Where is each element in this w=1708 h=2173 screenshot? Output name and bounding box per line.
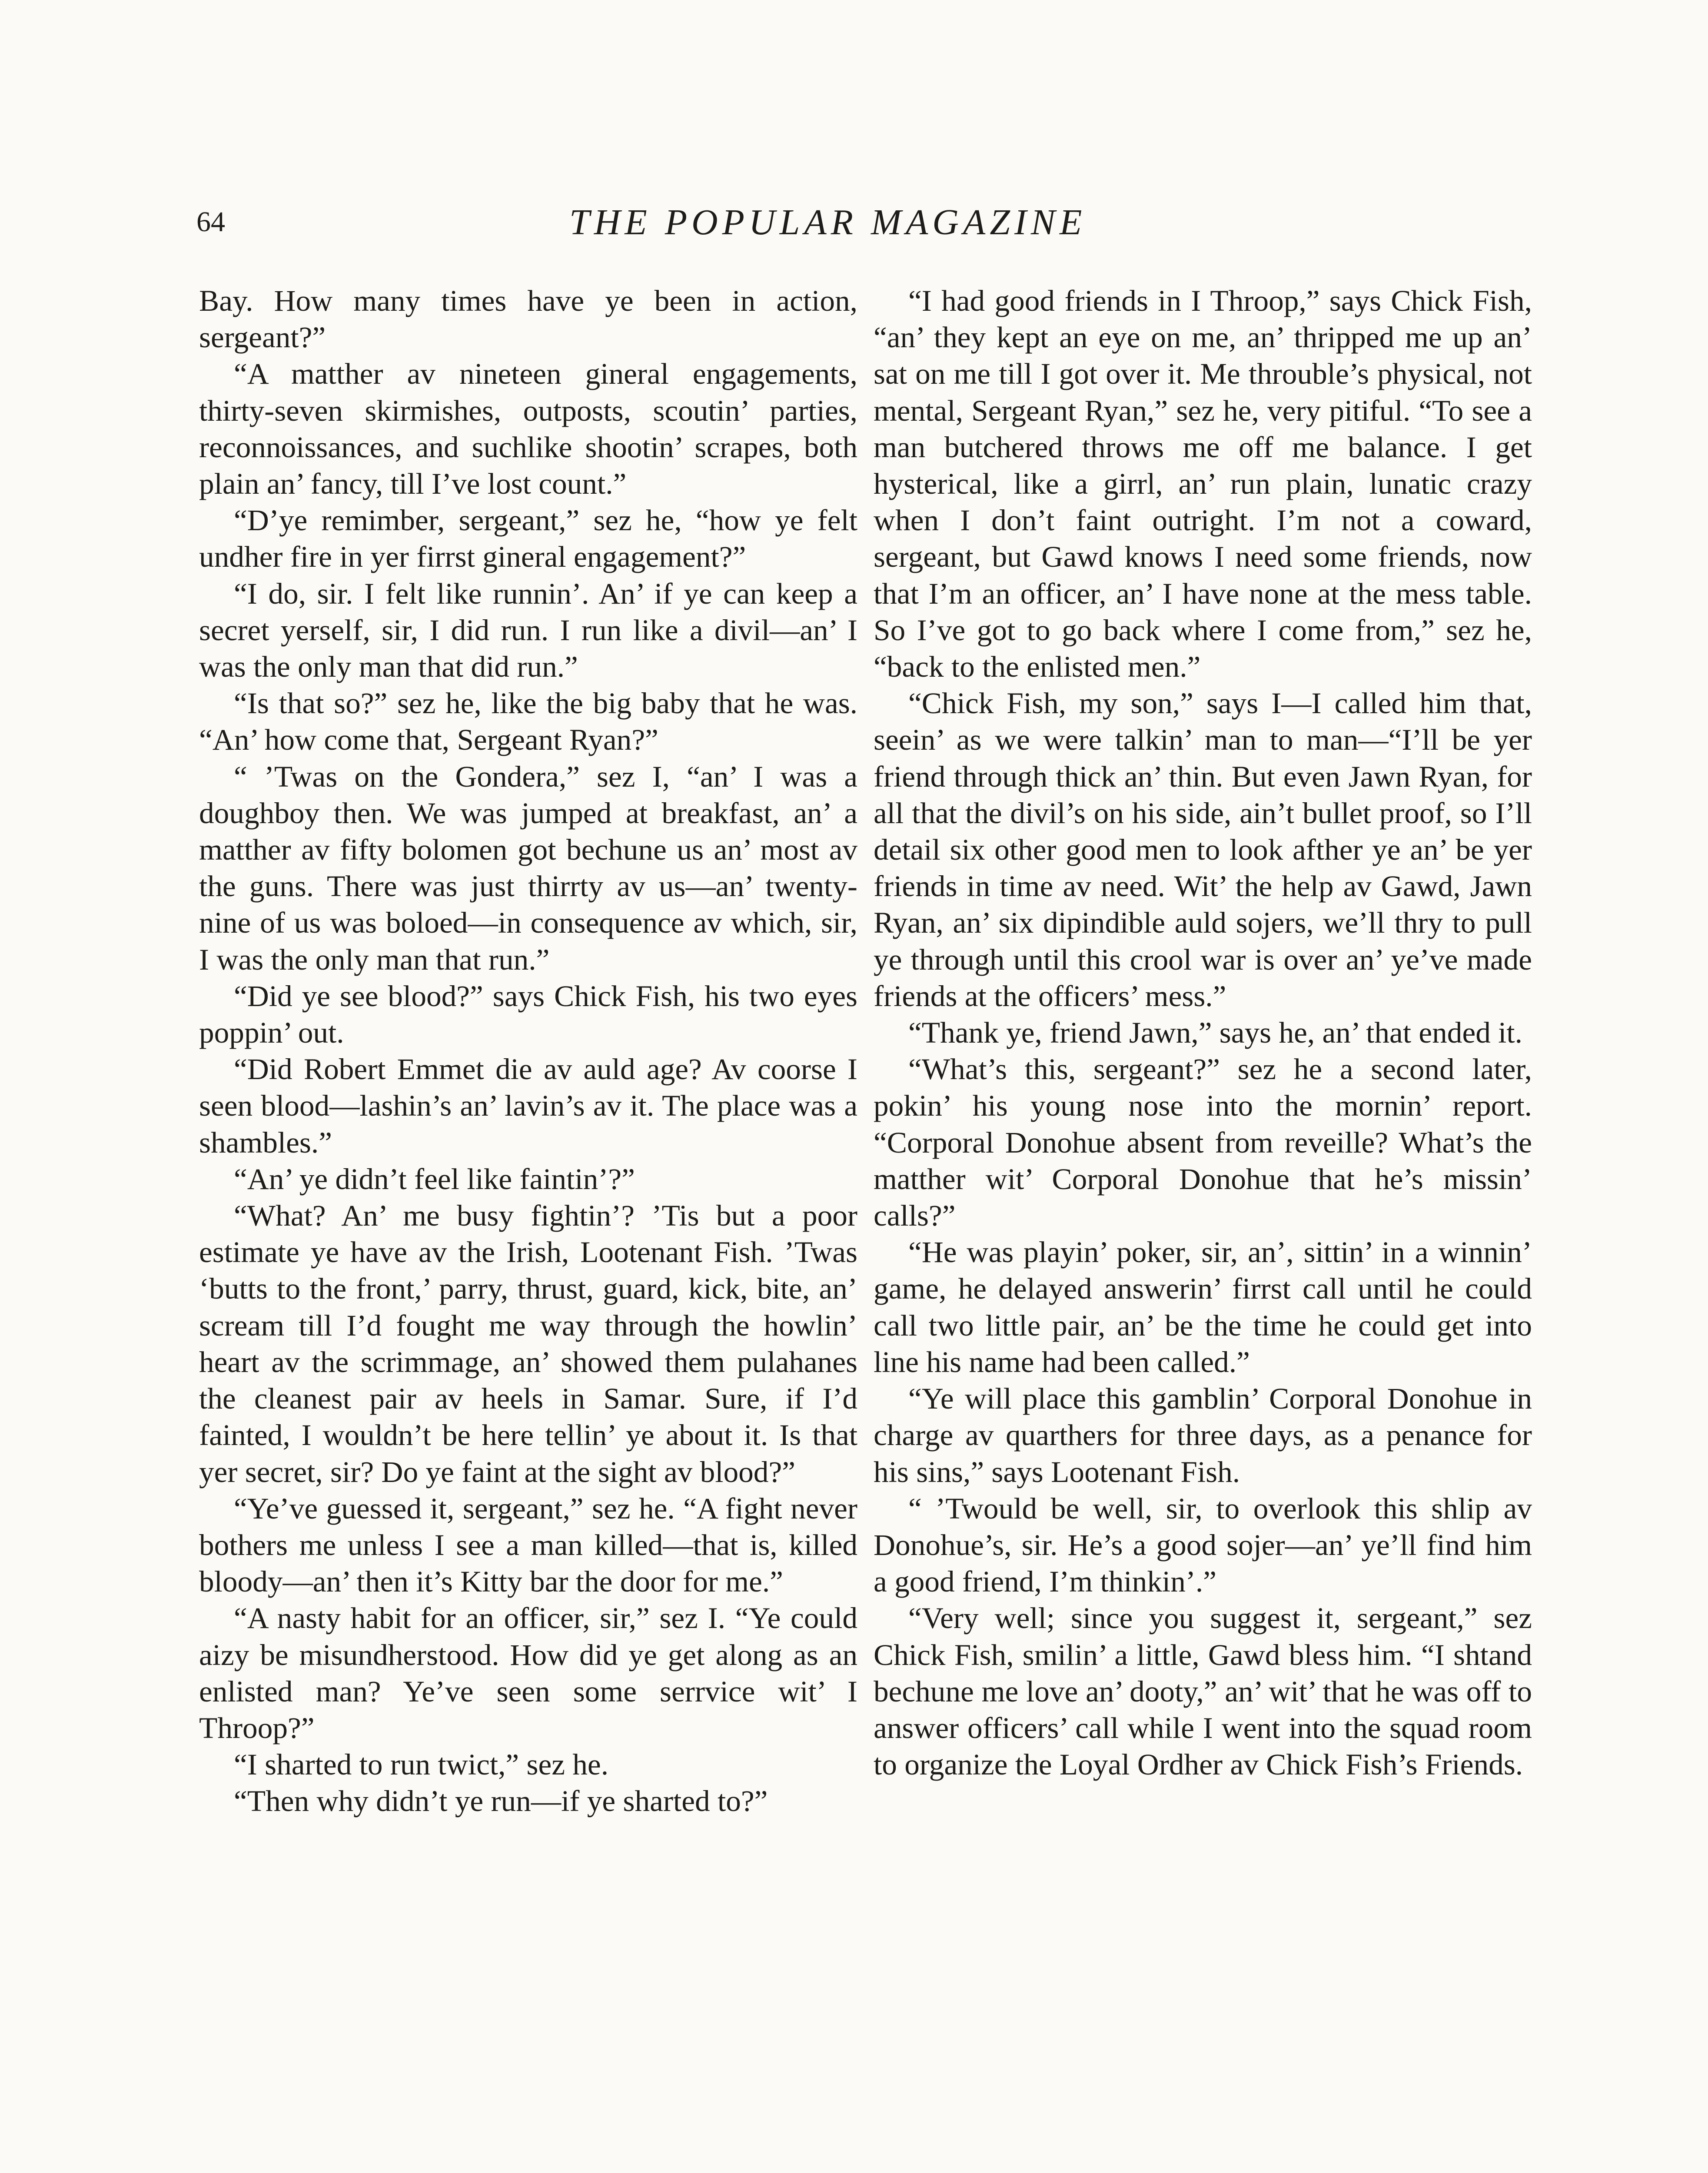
paragraph: “Did ye see blood?” says Chick Fish, his two eyes poppin’ out. [199,979,857,1050]
paragraph: “Then why didn’t ye run—if ye sharted to?” [234,1784,768,1818]
page-number: 64 [196,206,225,238]
paragraph: “An’ ye didn’t feel like faintin’?” [234,1162,635,1196]
paragraph: “ ’Twould be well, sir, to overlook this shlip av Donohue’s, sir. He’s a good sojer—an’ ye’ll find him a good friend, I’m thinkin’.” [874,1491,1532,1598]
paragraph: “Thank ye, friend Jawn,” says he, an’ that ended it. [908,1016,1523,1050]
paragraph: “Chick Fish, my son,” says I—I called him that, seein’ as we were talkin’ man to man—“I’ll be yer friend through thick an’ thin. But even Jawn Ryan, for all that the divil’s on his side, ain’t bullet proof, so I’ll detail six other good men to look afther ye an’ be yer friends in time av need. Wit’ the help av Gawd, Jawn Ryan, an’ six dipindible auld sojers, we’ll thry to pull ye through until this crool war is over an’ ye’ve made friends at the officers’ mess.” [874,686,1532,1013]
paragraph: “Ye’ve guessed it, sergeant,” sez he. “A fight never bothers me unless I see a man killed—that is, killed bloody—an’ then it’s Kitty bar the door for me.” [199,1491,857,1598]
running-head: THE POPULAR MAGAZINE [569,202,1087,243]
paragraph: “What? An’ me busy fightin’? ’Tis but a poor estimate ye have av the Irish, Lootenant Fish. ’Twas ‘butts to the front,’ parry, thrust, guard, kick, bite, an’ scream till I’d fought me way through the howlin’ heart av the scrimmage, an’ showed them pulahanes the cleanest pair av heels in Samar. Sure, if I’d fainted, I wouldn’t be here tellin’ ye about it. Is that yer secret, sir? Do ye faint at the sight av blood?” [199,1199,857,1489]
paragraph: Bay. How many times have ye been in action, sergeant?” [199,284,857,354]
paragraph: “Is that so?” sez he, like the big baby that he was. “An’ how come that, Sergeant Ryan?” [199,686,857,757]
right-column [874,282,1532,1783]
paragraph: “I had good friends in I Throop,” says Chick Fish, “an’ they kept an eye on me, an’ thripped me up an’ sat on me till I got over it. Me throuble’s physical, not mental, Sergeant Ryan,” sez he, very pitiful. “To see a man butchered throws me off me balance. I get hysterical, like a girrl, an’ run plain, lunatic crazy when I don’t faint outright. I’m not a coward, sergeant, but Gawd knows I need some friends, now that I’m an officer, an’ I have none at the mess table. So I’ve got to go back where I come from,” sez he, “back to the enlisted men.” [874,284,1532,684]
paragraph: “He was playin’ poker, sir, an’, sittin’ in a winnin’ game, he delayed answerin’ firrst call until he could call two little pair, an’ be the time he could get into line his name had been called.” [874,1235,1532,1379]
paragraph: “A nasty habit for an officer, sir,” sez I. “Ye could aizy be misundherstood. How did ye get along as an enlisted man? Ye’ve seen some serrvice wit’ I Throop?” [199,1601,857,1744]
paragraph: “Very well; since you suggest it, sergeant,” sez Chick Fish, smilin’ a little, Gawd bless him. “I shtand bechune me love an’ dooty,” an’ wit’ that he was off to answer officers’ call while I went into the squad room to organize the Loyal Ordher av Chick Fish’s Friends. [874,1601,1532,1781]
paragraph: “ ’Twas on the Gondera,” sez I, “an’ I was a doughboy then. We was jumped at breakfast, an’ a matther av fifty bolomen got bechune us an’ most av the guns. There was just thirrty av us—an’ twenty-nine of us was boloed—in consequence av which, sir, I was the only man that run.” [199,759,857,976]
paragraph: “What’s this, sergeant?” sez he a second later, pokin’ his young nose into the mornin’ report. “Corporal Donohue absent from reveille? What’s the matther wit’ Corporal Donohue that he’s missin’ calls?” [874,1052,1532,1233]
paragraph: “Did Robert Emmet die av auld age? Av coorse I seen blood—lashin’s an’ lavin’s av it. The place was a shambles.” [199,1052,857,1159]
paragraph: “Ye will place this gamblin’ Corporal Donohue in charge av quarthers for three days, as a penance for his sins,” says Lootenant Fish. [874,1382,1532,1489]
left-column [199,282,857,1820]
paragraph: “I do, sir. I felt like runnin’. An’ if ye can keep a secret yerself, sir, I did run. I run like a divil—an’ I was the only man that did run.” [199,576,857,684]
paragraph: “D’ye remimber, sergeant,” sez he, “how ye felt undher fire in yer firrst gineral engagement?” [199,503,857,574]
paragraph: “A matther av nineteen gineral engagements, thirty-seven skirmishes, outposts, scoutin’ parties, reconnoissances, and suchlike shootin’ scrapes, both plain an’ fancy, till I’ve lost count.” [199,357,857,501]
paragraph: “I sharted to run twict,” sez he. [234,1748,609,1781]
